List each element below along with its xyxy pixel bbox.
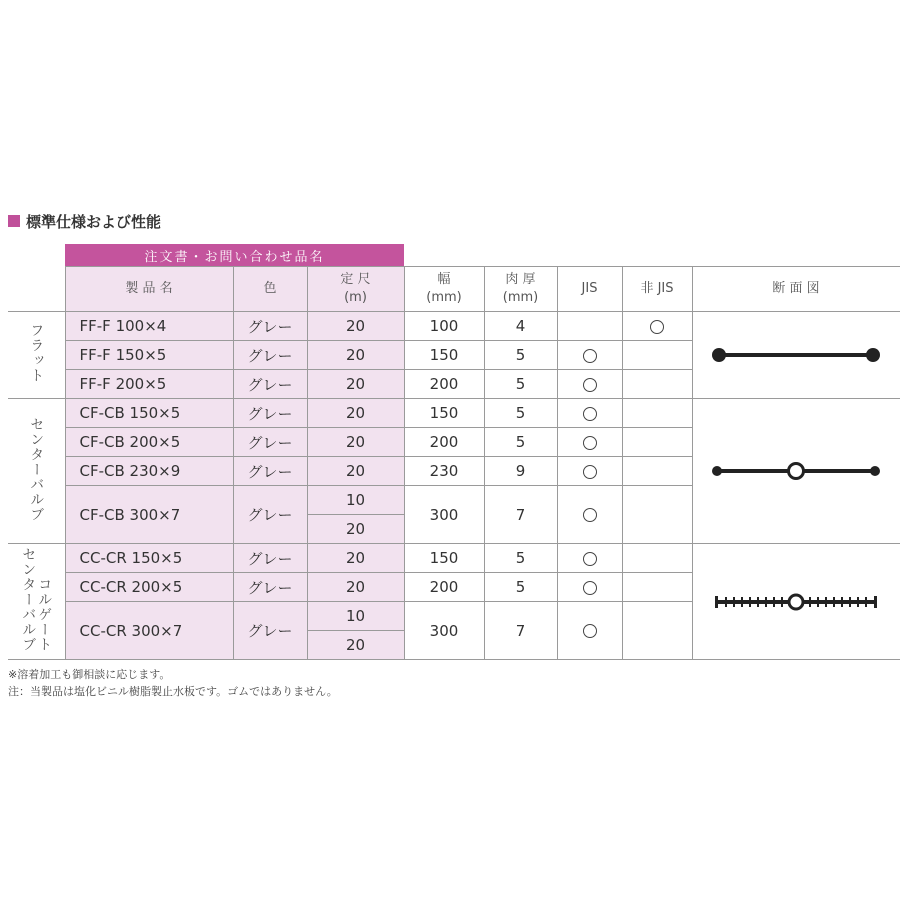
row-non-jis	[622, 486, 692, 544]
header-thickness-unit: (mm)	[502, 290, 539, 305]
row-length: 20	[307, 544, 404, 573]
row-color: グレー	[233, 486, 307, 544]
header-length-label: 定 尺	[340, 272, 371, 288]
row-name: CC-CR 300×7	[65, 602, 233, 660]
row-non-jis	[622, 399, 692, 428]
row-color: グレー	[233, 312, 307, 341]
category-center-bulb-label: センターバルブ	[28, 416, 45, 522]
row-non-jis	[622, 312, 692, 341]
row-length: 20	[307, 457, 404, 486]
header-thickness-label: 肉 厚	[505, 272, 536, 288]
flat-section-icon	[711, 343, 881, 367]
row-non-jis	[622, 602, 692, 660]
row-jis	[557, 544, 622, 573]
row-thickness: 7	[484, 486, 557, 544]
row-width: 300	[404, 486, 484, 544]
row-thickness: 9	[484, 457, 557, 486]
header-width-label: 幅	[437, 272, 451, 288]
row-color: グレー	[233, 573, 307, 602]
category-center-bulb	[8, 399, 65, 544]
order-name-banner: 注文書・お問い合わせ品名	[65, 244, 404, 266]
row-length: 10	[307, 486, 404, 515]
section-flat	[692, 312, 900, 399]
row-thickness: 5	[484, 370, 557, 399]
category-corrugate	[8, 544, 65, 660]
row-name: CC-CR 150×5	[65, 544, 233, 573]
note-welding: ※溶着加工も御相談に応じます。	[8, 668, 171, 681]
row-name: CF-CB 150×5	[65, 399, 233, 428]
row-thickness: 7	[484, 602, 557, 660]
category-corrugate-label-2: コルゲート	[36, 577, 53, 652]
circle-mark-icon	[583, 508, 597, 522]
circle-mark-icon	[583, 436, 597, 450]
header-name: 製 品 名	[65, 267, 233, 312]
row-jis	[557, 341, 622, 370]
row-name: CC-CR 200×5	[65, 573, 233, 602]
table-row	[8, 312, 900, 341]
header-row	[8, 267, 900, 312]
row-width: 230	[404, 457, 484, 486]
row-width: 150	[404, 399, 484, 428]
row-non-jis	[622, 370, 692, 399]
row-color: グレー	[233, 428, 307, 457]
row-thickness: 5	[484, 428, 557, 457]
circle-mark-icon	[583, 378, 597, 392]
corrugate-section-icon	[711, 590, 881, 614]
spec-table	[8, 266, 900, 660]
row-name: CF-CB 230×9	[65, 457, 233, 486]
row-thickness: 4	[484, 312, 557, 341]
circle-mark-icon	[583, 349, 597, 363]
row-name: CF-CB 300×7	[65, 486, 233, 544]
row-width: 200	[404, 573, 484, 602]
section-title-text: 標準仕様および性能	[26, 212, 162, 231]
row-length: 20	[307, 573, 404, 602]
center-bulb-section-icon	[711, 459, 881, 483]
row-length: 20	[307, 515, 404, 544]
row-length: 20	[307, 399, 404, 428]
row-thickness: 5	[484, 544, 557, 573]
circle-mark-icon	[583, 552, 597, 566]
table-row	[8, 399, 900, 428]
circle-mark-icon	[583, 581, 597, 595]
row-color: グレー	[233, 399, 307, 428]
row-width: 300	[404, 602, 484, 660]
note-material: 注：当製品は塩化ビニル樹脂製止水板です。ゴムではありません。	[8, 685, 338, 698]
row-jis	[557, 573, 622, 602]
row-width: 100	[404, 312, 484, 341]
row-jis	[557, 399, 622, 428]
section-center-bulb	[692, 399, 900, 544]
row-length: 20	[307, 631, 404, 660]
row-jis	[557, 457, 622, 486]
row-name: CF-CB 200×5	[65, 428, 233, 457]
row-name: FF-F 150×5	[65, 341, 233, 370]
header-section: 断 面 図	[692, 267, 900, 312]
row-length: 10	[307, 602, 404, 631]
row-name: FF-F 100×4	[65, 312, 233, 341]
circle-mark-icon	[650, 320, 664, 334]
row-color: グレー	[233, 602, 307, 660]
row-thickness: 5	[484, 399, 557, 428]
header-length-unit: (m)	[344, 290, 367, 305]
section-corrugate	[692, 544, 900, 660]
row-non-jis	[622, 573, 692, 602]
row-jis	[557, 370, 622, 399]
header-length	[307, 267, 404, 312]
row-color: グレー	[233, 544, 307, 573]
row-width: 200	[404, 428, 484, 457]
circle-mark-icon	[583, 624, 597, 638]
category-flat	[8, 312, 65, 399]
circle-mark-icon	[583, 465, 597, 479]
category-flat-label: フラット	[28, 323, 45, 383]
section-title	[8, 210, 161, 232]
row-jis	[557, 312, 622, 341]
row-name: FF-F 200×5	[65, 370, 233, 399]
circle-mark-icon	[583, 407, 597, 421]
row-width: 150	[404, 341, 484, 370]
row-jis	[557, 486, 622, 544]
row-width: 200	[404, 370, 484, 399]
row-thickness: 5	[484, 341, 557, 370]
header-jis: JIS	[557, 267, 622, 312]
row-length: 20	[307, 341, 404, 370]
row-color: グレー	[233, 457, 307, 486]
table-row	[8, 544, 900, 573]
header-color: 色	[233, 267, 307, 312]
row-width: 150	[404, 544, 484, 573]
header-blank	[8, 267, 65, 312]
row-length: 20	[307, 428, 404, 457]
row-length: 20	[307, 370, 404, 399]
header-non-jis: 非 JIS	[622, 267, 692, 312]
row-non-jis	[622, 428, 692, 457]
row-color: グレー	[233, 341, 307, 370]
row-thickness: 5	[484, 573, 557, 602]
row-non-jis	[622, 341, 692, 370]
title-square-icon	[8, 215, 20, 227]
row-jis	[557, 428, 622, 457]
row-color: グレー	[233, 370, 307, 399]
row-length: 20	[307, 312, 404, 341]
row-jis	[557, 602, 622, 660]
row-non-jis	[622, 457, 692, 486]
header-width	[404, 267, 484, 312]
category-corrugate-label-1: センターバルブ	[20, 547, 37, 652]
header-thickness	[484, 267, 557, 312]
row-non-jis	[622, 544, 692, 573]
header-width-unit: (mm)	[426, 290, 462, 305]
